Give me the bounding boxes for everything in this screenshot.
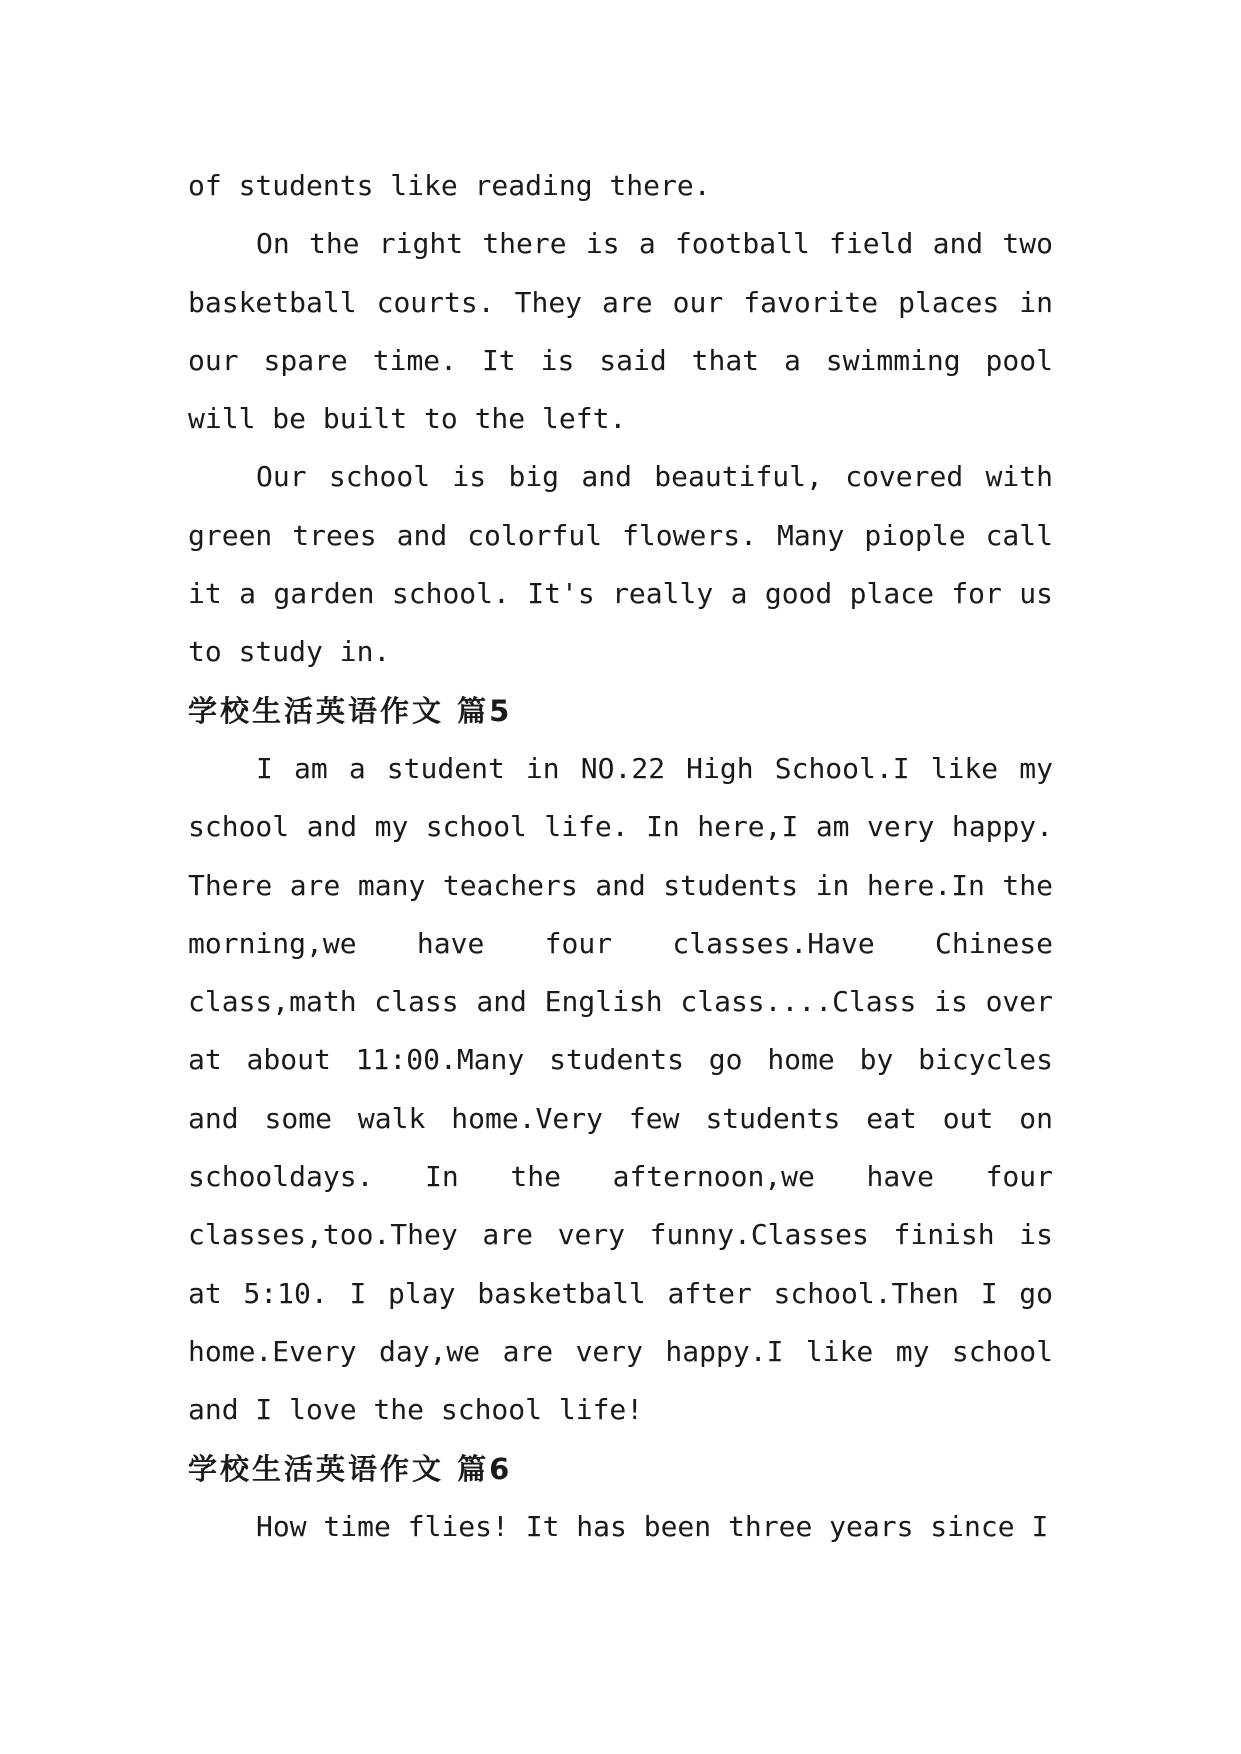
document-page bbox=[188, 157, 1053, 1556]
paragraph-library-ending: of students like reading there. bbox=[188, 169, 711, 202]
paragraph-garden-school: Our school is big and beautiful, covered with green trees and colorful flowers. Many piople call it a garden school. It's really a good place for us to study in. bbox=[188, 460, 1053, 669]
paragraph-school-life: I am a student in NO.22 High School.I like my school and my school life. In here,I am very happy. There are many teachers and students in here.In the morning,we have four classes.Have Chinese class,math class and English class....Class is over at about 11:00.Many students go home by bicycles and some walk home.Very few students eat out on schooldays. In the afternoon,we have four classes,too.They are very funny.Classes finish is at 5:10. I play basketball after school.Then I go home.Every day,we are very happy.I like my school and I love the school life! bbox=[188, 751, 1053, 1427]
section-heading-5: 学校生活英语作文 篇5 bbox=[188, 693, 513, 728]
paragraph-time-flies: How time flies! It has been three years since I bbox=[256, 1509, 1049, 1543]
section-heading-6: 学校生活英语作文 篇6 bbox=[188, 1451, 513, 1486]
paragraph-football-field: On the right there is a football field and two basketball courts. They are our favorite places in our spare time. It is said that a swimming pool will be built to the left. bbox=[188, 227, 1053, 436]
